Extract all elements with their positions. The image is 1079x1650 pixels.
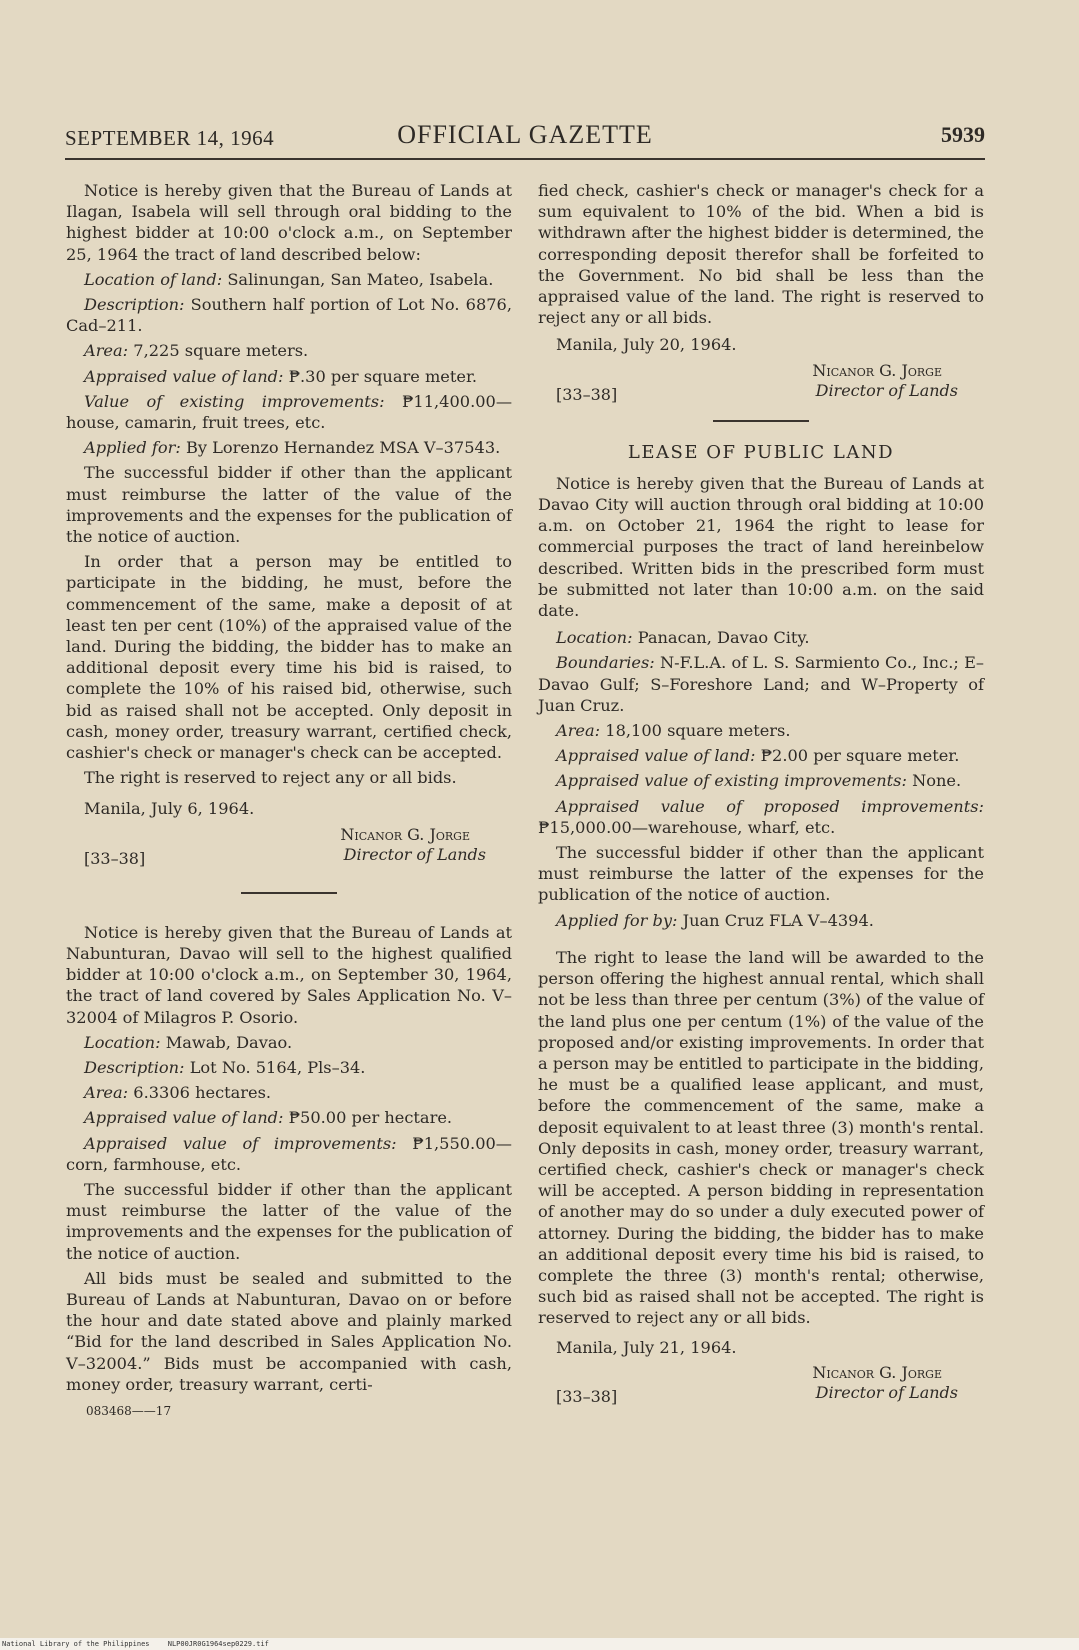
field-value: Panacan, Davao City. [637,628,810,648]
signer-role: Director of Lands [815,1382,958,1402]
right-column [538,180,984,1416]
field-value: 18,100 square meters. [605,721,791,741]
notice-appraised [66,366,512,387]
field-label: Appraised value of proposed improvements: [556,796,984,816]
field-value: Lot No. 5164, Pls–34. [189,1057,366,1077]
notice-area [538,720,984,741]
notice-intro: Notice is hereby given that the Bureau of Lands at Ilagan, Isabela will sell through oral bidding to the highest bidder at 10:00 o'clock a.m., on September 25, 1964 the tract of land described below: [66,181,512,264]
field-value: Mawab, Davao. [165,1032,293,1052]
field-label: Location: [556,628,633,648]
field-label: Appraised value of land: [84,1108,284,1128]
signer-name: Nicanor G. Jorge [812,360,942,380]
field-value: N-F.L.A. of L. S. Sarmiento Co., Inc.; E–Davao Gulf; S–Foreshore Land; and W–Property of Juan Cruz. [538,653,984,715]
print-code: 083468——17 [86,1403,172,1418]
notice-paragraph: The successful bidder if other than the applicant must reimburse the latter of the expenses for the publication of the notice of auction. [538,843,984,905]
notice-description [66,294,512,336]
signer-role: Director of Lands [815,380,958,400]
signer-name: Nicanor G. Jorge [340,824,470,844]
notice-area [66,1082,512,1103]
notice-paragraph: The successful bidder if other than the applicant must reimburse the latter of the value of the improvements and the expenses for the publication of the notice of auction. [66,1179,512,1263]
notice-improvements [66,1133,512,1175]
notice-proposed-improvements [538,796,984,838]
place-date: Manila, July 21, 1964. [556,1337,737,1357]
field-label: Location of land: [84,269,223,289]
field-label: Description: [84,295,185,315]
scan-library: National Library of the Philippines [2,1640,150,1648]
notice-existing-improvements [538,770,984,791]
notice-applied [66,437,512,458]
signer-role: Director of Lands [343,844,486,864]
notice-paragraph: The right to lease the land will be awarded to the person offering the highest annual rental, which shall not be less than three per centum (3%) of the value of the land plus one per centum (1%) of the value of the proposed and/or existing improvements. In order that a person may be entitled to participate in the bidding, he must be a qualified lease applicant, and must, before the commencement of the same, make a deposit equivalent to at least three (3) month's rental. Only deposits in cash, money order, treasury warrant, certified check, cashier's check or manager's check will be accepted. A person bidding in representation of another may do so under a duly executed power of attorney. During the bidding, the bidder has to make an additional deposit every time his bid is raised, to complete the three (3) month's rental; otherwise, such bid as raised shall not be accepted. The right is reserved to reject any or all bids. [538,947,984,1328]
notice-paragraph: The successful bidder if other than the applicant must reimburse the latter of the value of the improvements and the expenses for the publication of the notice of auction. [66,463,512,547]
notice-location [66,1032,512,1053]
field-label: Applied for by: [556,910,678,930]
field-value: ₱2.00 per square meter. [760,746,960,766]
issue-code: [33–38] [84,848,146,868]
notice-boundaries [538,652,984,716]
field-value: None. [912,771,962,791]
spacer [538,935,984,947]
field-label: Appraised value of land: [556,746,756,766]
notice-improvements [66,391,512,433]
field-label: Location: [84,1032,161,1052]
header-rule [65,158,985,160]
field-value: ₱50.00 per hectare. [288,1108,453,1128]
field-value: By Lorenzo Hernandez MSA V–37543. [185,438,501,458]
notice-paragraph: In order that a person may be entitled to participate in the bidding, he must, before the commencement of the same, make a deposit of at least ten per cent (10%) of the appraised value of the land. During the bidding, the bidder has to make an additional deposit every time his bid is raised, to complete the 10% of his raised bid, otherwise, such bid as raised shall not be accepted. Only deposit in cash, money order, treasury warrant, certified check, cashier's check or manager's check can be accepted. [66,552,512,763]
page-header [65,120,985,156]
notice-area [66,340,512,361]
notice-location [538,627,984,648]
issue-code: [33–38] [556,384,618,404]
place-date: Manila, July 6, 1964. [84,799,255,819]
notice-description [66,1057,512,1078]
section-divider [241,892,337,894]
notice-nabunturan [66,922,512,1422]
issue-date: SEPTEMBER 14, 1964 [65,126,275,150]
field-value: ₱1,550.00—corn, farmhouse, etc. [66,1133,512,1174]
notice-ilagan [66,180,512,870]
notice-appraised [538,745,984,766]
field-label: Appraised value of improvements: [84,1133,397,1153]
field-label: Area: [84,1083,129,1103]
field-label: Value of existing improvements: [84,391,385,411]
notice-location [66,269,512,290]
field-value: ₱.30 per square meter. [288,366,478,386]
field-value: Salinungan, San Mateo, Isabela. [227,269,494,289]
notice-appraised [66,1107,512,1128]
signer-name: Nicanor G. Jorge [812,1362,942,1382]
field-value: ₱11,400.00—house, camarin, fruit trees, etc. [66,391,513,433]
field-value: Southern half portion of Lot No. 6876, Cad–211. [66,295,512,336]
notice-paragraph: All bids must be sealed and submitted to the Bureau of Lands at Nabunturan, Davao on or before the hour and date stated above and plainly marked “Bid for the land described in Sales Application No. V–32004.” Bids must be accompanied with cash, money order, treasury warrant, certi- [66,1268,512,1394]
notice-intro: Notice is hereby given that the Bureau of Lands at Davao City will auction through oral bidding at 10:00 a.m. on October 21, 1964 the right to lease for commercial purposes the tract of land hereinbelow described. Written bids in the prescribed form must be submitted not later than 10:00 a.m. on the said date. [538,473,984,621]
field-label: Boundaries: [556,653,655,673]
field-label: Appraised value of land: [84,366,284,386]
publication-title: OFFICIAL GAZETTE [397,120,653,149]
field-label: Area: [84,341,129,361]
notice-paragraph: The right is reserved to reject any or all bids. [84,768,457,788]
field-label: Area: [556,721,601,741]
scan-footer [0,1638,1079,1650]
notice-lease [538,442,984,1408]
field-label: Appraised value of existing improvements: [556,771,907,791]
field-label: Applied for: [84,438,181,458]
scan-file: NLP00JR0G1964sep0229.tif [167,1640,269,1648]
field-value: 7,225 square meters. [133,341,309,361]
field-value: Juan Cruz FLA V–4394. [682,910,874,930]
notice-intro: Notice is hereby given that the Bureau of Lands at Nabunturan, Davao will sell to the highest qualified bidder at 10:00 o'clock a.m., on September 30, 1964, the tract of land covered by Sales Application No. V–32004 of Milagros P. Osorio. [66,922,512,1027]
field-value: 6.3306 hectares. [133,1083,272,1103]
signature-block [538,360,984,406]
signature-block [538,1362,984,1408]
place-date: Manila, July 20, 1964. [556,335,737,355]
notice-paragraph-continued: fied check, cashier's check or manager's check for a sum equivalent to 10% of the bid. When a bid is withdrawn after the highest bidder is determined, the corresponding deposit therefor shall be forfeited to the Government. No bid shall be less than the appraised value of the land. The right is reserved to reject any or all bids. [538,181,984,328]
signature-block [66,824,512,870]
field-label: Description: [84,1057,185,1077]
left-column [66,180,512,1422]
field-value: ₱15,000.00—warehouse, wharf, etc. [538,817,836,837]
issue-code: [33–38] [556,1386,618,1406]
section-divider [713,420,809,422]
section-heading: LEASE OF PUBLIC LAND [627,441,895,463]
notice-applied [538,910,984,931]
page-number: 5939 [941,122,985,147]
